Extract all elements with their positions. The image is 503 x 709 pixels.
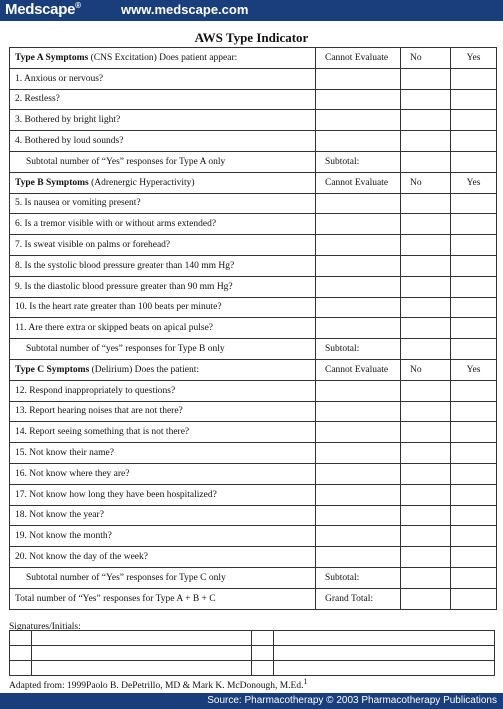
cannot-evaluate-checkbox[interactable] — [316, 89, 401, 110]
cannot-evaluate-checkbox[interactable] — [316, 214, 401, 235]
cannot-evaluate-checkbox[interactable] — [316, 110, 401, 131]
question-row — [10, 505, 497, 526]
footnote-mark: 1 — [303, 677, 308, 686]
logo-text: Medscape — [5, 1, 76, 18]
no-checkbox[interactable] — [401, 547, 451, 568]
section-a-heading-bold: Type A Symptoms — [15, 52, 89, 63]
yes-header: Yes — [451, 359, 497, 380]
form-title: AWS Type Indicator — [194, 30, 309, 45]
cannot-evaluate-checkbox[interactable] — [316, 443, 401, 464]
no-checkbox[interactable] — [401, 214, 451, 235]
question-text: 11. Are there extra or skipped beats on apical pulse? — [10, 318, 316, 339]
question-row — [10, 110, 497, 131]
cannot-evaluate-checkbox[interactable] — [316, 526, 401, 547]
cannot-evaluate-header: Cannot Evaluate — [316, 359, 401, 380]
section-b-header-row — [10, 172, 497, 193]
yes-checkbox[interactable] — [451, 297, 497, 318]
grand-total-row — [10, 588, 497, 609]
section-b-heading-rest: (Adrenergic Hyperactivity) — [88, 177, 195, 188]
section-c-heading — [10, 359, 316, 380]
question-row — [10, 463, 497, 484]
yes-checkbox[interactable] — [451, 131, 497, 152]
no-checkbox[interactable] — [401, 193, 451, 214]
no-checkbox[interactable] — [401, 401, 451, 422]
no-header: No — [401, 172, 451, 193]
question-text: 14. Report seeing something that is not there? — [10, 422, 316, 443]
question-row — [10, 89, 497, 110]
signature-cell[interactable] — [252, 646, 274, 661]
subtotal-b-field[interactable] — [451, 339, 497, 360]
cannot-evaluate-checkbox[interactable] — [316, 68, 401, 89]
subtotal-c-text: Subtotal number of “Yes” responses for Type C only — [10, 567, 316, 588]
subtotal-a-field[interactable] — [451, 151, 497, 172]
cannot-evaluate-checkbox[interactable] — [316, 297, 401, 318]
yes-checkbox[interactable] — [451, 235, 497, 256]
question-text: 17. Not know how long they have been hospitalized? — [10, 484, 316, 505]
grand-total-text: Total number of “Yes” responses for Type A + B + C — [10, 588, 316, 609]
question-text: 18. Not know the year? — [10, 505, 316, 526]
no-checkbox[interactable] — [401, 318, 451, 339]
yes-checkbox[interactable] — [451, 276, 497, 297]
cannot-evaluate-checkbox[interactable] — [316, 463, 401, 484]
question-text: 4. Bothered by loud sounds? — [10, 131, 316, 152]
yes-checkbox[interactable] — [451, 401, 497, 422]
question-row — [10, 484, 497, 505]
signature-cell[interactable] — [252, 631, 274, 646]
no-checkbox[interactable] — [401, 484, 451, 505]
subtotal-c-field[interactable] — [401, 567, 451, 588]
question-row — [10, 318, 497, 339]
signature-cell[interactable] — [274, 646, 495, 661]
yes-checkbox[interactable] — [451, 89, 497, 110]
signature-row — [10, 631, 495, 646]
question-row — [10, 193, 497, 214]
subtotal-a-field[interactable] — [401, 151, 451, 172]
yes-checkbox[interactable] — [451, 547, 497, 568]
cannot-evaluate-header: Cannot Evaluate — [316, 172, 401, 193]
adapted-from-text: Adapted from: 1999Paolo B. DePetrillo, MD & Mark K. McDonough, M.Ed. — [9, 681, 304, 692]
subtotal-c-label: Subtotal: — [316, 567, 401, 588]
no-checkbox[interactable] — [401, 131, 451, 152]
yes-checkbox[interactable] — [451, 110, 497, 131]
cannot-evaluate-checkbox[interactable] — [316, 547, 401, 568]
cannot-evaluate-checkbox[interactable] — [316, 318, 401, 339]
signature-cell[interactable] — [10, 661, 32, 676]
no-header: No — [401, 359, 451, 380]
question-text: 20. Not know the day of the week? — [10, 547, 316, 568]
subtotal-a-text: Subtotal number of “Yes” responses for Type A only — [10, 151, 316, 172]
signatures-table — [9, 630, 495, 676]
question-row — [10, 297, 497, 318]
no-checkbox[interactable] — [401, 463, 451, 484]
grand-total-label: Grand Total: — [316, 588, 401, 609]
yes-checkbox[interactable] — [451, 193, 497, 214]
no-checkbox[interactable] — [401, 89, 451, 110]
no-checkbox[interactable] — [401, 235, 451, 256]
signature-cell[interactable] — [10, 631, 32, 646]
question-text: 2. Restless? — [10, 89, 316, 110]
yes-header: Yes — [451, 172, 497, 193]
question-text: 5. Is nausea or vomiting present? — [10, 193, 316, 214]
aws-table — [9, 47, 497, 610]
subtotal-c-field[interactable] — [451, 567, 497, 588]
question-text: 3. Bothered by bright light? — [10, 110, 316, 131]
subtotal-a-label: Subtotal: — [316, 151, 401, 172]
section-c-header-row — [10, 359, 497, 380]
subtotal-b-label: Subtotal: — [316, 339, 401, 360]
question-row — [10, 380, 497, 401]
signature-row — [10, 661, 495, 676]
question-text: 10. Is the heart rate greater than 100 beats per minute? — [10, 297, 316, 318]
no-checkbox[interactable] — [401, 526, 451, 547]
signature-cell[interactable] — [32, 646, 252, 661]
cannot-evaluate-checkbox[interactable] — [316, 235, 401, 256]
cannot-evaluate-checkbox[interactable] — [316, 380, 401, 401]
no-checkbox[interactable] — [401, 276, 451, 297]
signature-cell[interactable] — [274, 661, 495, 676]
question-text: 16. Not know where they are? — [10, 463, 316, 484]
adapted-from-note — [9, 677, 307, 691]
cannot-evaluate-header: Cannot Evaluate — [316, 48, 401, 69]
question-text: 9. Is the diastolic blood pressure greater than 90 mm Hg? — [10, 276, 316, 297]
cannot-evaluate-checkbox[interactable] — [316, 131, 401, 152]
question-text: 7. Is sweat visible on palms or forehead? — [10, 235, 316, 256]
yes-checkbox[interactable] — [451, 484, 497, 505]
yes-checkbox[interactable] — [451, 505, 497, 526]
yes-checkbox[interactable] — [451, 422, 497, 443]
section-c-heading-rest: (Delirium) Does the patient: — [89, 364, 199, 375]
yes-checkbox[interactable] — [451, 214, 497, 235]
question-row — [10, 255, 497, 276]
no-checkbox[interactable] — [401, 380, 451, 401]
cannot-evaluate-checkbox[interactable] — [316, 401, 401, 422]
cannot-evaluate-checkbox[interactable] — [316, 505, 401, 526]
no-checkbox[interactable] — [401, 110, 451, 131]
question-text: 15. Not know their name? — [10, 443, 316, 464]
yes-checkbox[interactable] — [451, 463, 497, 484]
question-text: 13. Report hearing noises that are not there? — [10, 401, 316, 422]
signature-cell[interactable] — [32, 661, 252, 676]
section-b-heading — [10, 172, 316, 193]
question-row — [10, 401, 497, 422]
signature-cell[interactable] — [10, 646, 32, 661]
no-checkbox[interactable] — [401, 68, 451, 89]
cannot-evaluate-checkbox[interactable] — [316, 193, 401, 214]
yes-checkbox[interactable] — [451, 380, 497, 401]
question-row — [10, 422, 497, 443]
question-text: 1. Anxious or nervous? — [10, 68, 316, 89]
medscape-header-bar — [0, 0, 503, 21]
question-row — [10, 68, 497, 89]
subtotal-b-row — [10, 339, 497, 360]
yes-checkbox[interactable] — [451, 255, 497, 276]
yes-header: Yes — [451, 48, 497, 69]
grand-total-field[interactable] — [451, 588, 497, 609]
section-c-heading-bold: Type C Symptoms — [15, 364, 90, 375]
section-a-heading — [10, 48, 316, 69]
yes-checkbox[interactable] — [451, 526, 497, 547]
registered-mark: ® — [75, 1, 81, 10]
yes-checkbox[interactable] — [451, 318, 497, 339]
signature-row — [10, 646, 495, 661]
cannot-evaluate-checkbox[interactable] — [316, 255, 401, 276]
source-text: Source: Pharmacotherapy © 2003 Pharmacotherapy Publications — [207, 695, 497, 706]
section-b-heading-bold: Type B Symptoms — [15, 177, 89, 188]
signature-cell[interactable] — [252, 661, 274, 676]
signatures-label: Signatures/Initials: — [9, 622, 81, 632]
yes-checkbox[interactable] — [451, 68, 497, 89]
subtotal-c-row — [10, 567, 497, 588]
question-text: 6. Is a tremor visible with or without arms extended? — [10, 214, 316, 235]
no-checkbox[interactable] — [401, 443, 451, 464]
subtotal-a-row — [10, 151, 497, 172]
question-row — [10, 526, 497, 547]
question-row — [10, 214, 497, 235]
question-row — [10, 235, 497, 256]
no-checkbox[interactable] — [401, 255, 451, 276]
section-a-heading-rest: (CNS Excitation) Does patient appear: — [88, 52, 238, 63]
question-row — [10, 547, 497, 568]
section-a-header-row — [10, 48, 497, 69]
cannot-evaluate-checkbox[interactable] — [316, 422, 401, 443]
signature-cell[interactable] — [32, 631, 252, 646]
subtotal-b-text: Subtotal number of “yes” responses for Type B only — [10, 339, 316, 360]
subtotal-b-field[interactable] — [401, 339, 451, 360]
no-header: No — [401, 48, 451, 69]
yes-checkbox[interactable] — [451, 443, 497, 464]
question-text: 8. Is the systolic blood pressure greater than 140 mm Hg? — [10, 255, 316, 276]
question-row — [10, 443, 497, 464]
no-checkbox[interactable] — [401, 422, 451, 443]
medscape-logo[interactable] — [5, 1, 81, 18]
cannot-evaluate-checkbox[interactable] — [316, 276, 401, 297]
site-url-link[interactable]: www.medscape.com — [121, 2, 249, 17]
question-text: 12. Respond inappropriately to questions? — [10, 380, 316, 401]
cannot-evaluate-checkbox[interactable] — [316, 484, 401, 505]
question-row — [10, 276, 497, 297]
grand-total-field[interactable] — [401, 588, 451, 609]
no-checkbox[interactable] — [401, 505, 451, 526]
question-text: 19. Not know the month? — [10, 526, 316, 547]
no-checkbox[interactable] — [401, 297, 451, 318]
question-row — [10, 131, 497, 152]
source-bar — [0, 693, 503, 709]
signature-cell[interactable] — [274, 631, 495, 646]
